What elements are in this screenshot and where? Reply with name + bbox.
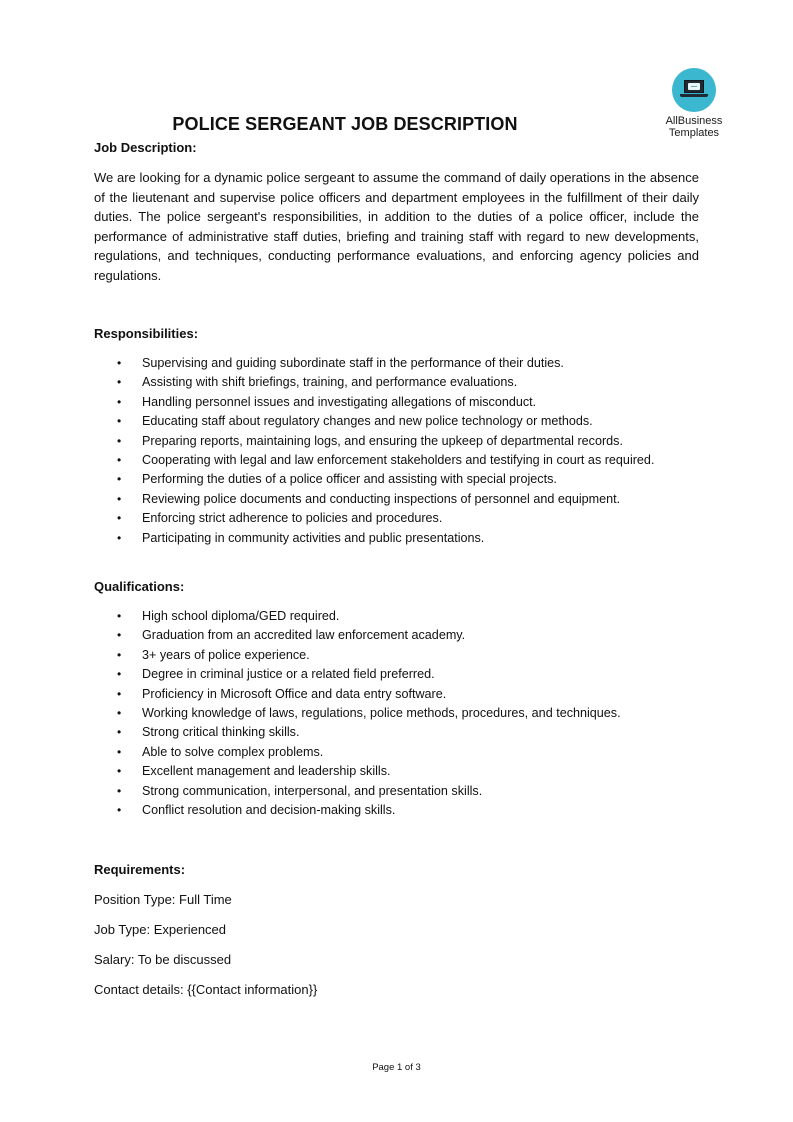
qualification-item-text: Conflict resolution and decision-making skills. [142, 802, 396, 817]
bullet-marker: • [117, 356, 122, 370]
job-type: Job Type: Experienced [94, 922, 227, 937]
bullet-marker: • [117, 647, 122, 662]
bullet-marker: • [117, 705, 122, 720]
bullet-marker: • [117, 686, 122, 701]
qualification-item-text: Working knowledge of laws, regulations, police methods, procedures, and techniques. [142, 705, 621, 720]
laptop-icon [684, 80, 704, 93]
job-description-heading: Job Description: [94, 140, 197, 155]
bullet-marker: • [117, 744, 122, 759]
bullet-marker: • [117, 802, 122, 817]
document-title: POLICE SERGEANT JOB DESCRIPTION [172, 114, 518, 134]
bullet-marker: • [117, 375, 122, 390]
responsibility-item-text: Educating staff about regulatory changes and new police technology or methods. [142, 414, 593, 429]
bullet-marker: • [117, 414, 122, 429]
salary: Salary: To be discussed [94, 952, 232, 967]
bullet-marker: • [117, 764, 122, 779]
page-number: Page 1 of 3 [372, 1062, 421, 1073]
qualification-item-text: Graduation from an accredited law enforcement academy. [142, 628, 466, 643]
requirements-heading: Requirements: [94, 862, 186, 877]
responsibility-item-text: Handling personnel issues and investigating allegations of misconduct. [142, 394, 537, 409]
responsibility-item-text: Enforcing strict adherence to policies and procedures. [142, 511, 443, 526]
bullet-marker: • [117, 628, 122, 643]
qualifications-heading: Qualifications: [94, 579, 185, 594]
job-description-paragraph: We are looking for a dynamic police sergeant to assume the command of daily operations in the absence of the lieutenant and supervise police officers and department employees in the fulfillment of their daily duties. The police sergeant's responsibilities, in addition to the duties of a police officer, include the performance of administrative staff duties, briefing and training staff with regard to new developments, regulations, and techniques, conducting performance evaluations, and enforcing agency policies and regulations. [94, 170, 699, 283]
qualification-item-text: Degree in criminal justice or a related field preferred. [142, 667, 435, 682]
responsibility-item-text: Reviewing police documents and conducting inspections of personnel and equipment. [142, 491, 621, 506]
bullet-marker: • [117, 472, 122, 487]
qualification-item-text: Excellent management and leadership skills. [142, 764, 391, 779]
logo-badge [672, 68, 716, 112]
qualification-item-text: High school diploma/GED required. [142, 609, 340, 623]
responsibility-item-text: Performing the duties of a police officer and assisting with special projects. [142, 472, 557, 487]
qualification-item-text: Proficiency in Microsoft Office and data entry software. [142, 686, 447, 701]
bullet-marker: • [117, 491, 122, 506]
bullet-marker: • [117, 394, 122, 409]
logo-text-line1: AllBusiness [665, 115, 723, 127]
responsibility-item-text: Supervising and guiding subordinate staff in the performance of their duties. [142, 356, 564, 370]
responsibility-item-text: Preparing reports, maintaining logs, and ensuring the upkeep of departmental records. [142, 433, 623, 448]
bullet-marker: • [117, 783, 122, 798]
contact-details: Contact details: {{Contact information}} [94, 982, 318, 997]
responsibilities-heading: Responsibilities: [94, 326, 199, 341]
bullet-marker: • [117, 452, 122, 467]
responsibility-item-text: Assisting with shift briefings, training, and performance evaluations. [142, 375, 518, 390]
qualification-item-text: Strong critical thinking skills. [142, 725, 300, 740]
qualification-item-text: Strong communication, interpersonal, and presentation skills. [142, 783, 483, 798]
bullet-marker: • [117, 511, 122, 526]
logo-text-line2: Templates [668, 127, 720, 139]
bullet-marker: • [117, 433, 122, 448]
responsibility-item-text: Cooperating with legal and law enforcement stakeholders and testifying in court as required. [142, 452, 655, 467]
bullet-marker: • [117, 725, 122, 740]
bullet-marker: • [117, 667, 122, 682]
bullet-marker: • [117, 609, 122, 623]
laptop-base [680, 94, 708, 97]
responsibility-item-text: Participating in community activities and public presentations. [142, 530, 485, 545]
position-type: Position Type: Full Time [94, 892, 232, 907]
bullet-marker: • [117, 530, 122, 545]
qualification-item-text: 3+ years of police experience. [142, 647, 310, 662]
qualification-item-text: Able to solve complex problems. [142, 744, 324, 759]
